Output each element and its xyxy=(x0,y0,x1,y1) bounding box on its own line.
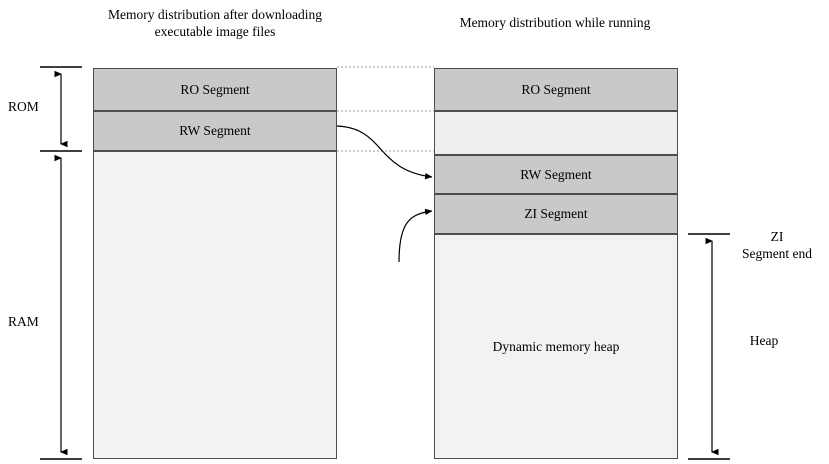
ram-range-label: RAM xyxy=(8,314,39,329)
right-block-zi-segment-label: ZI Segment xyxy=(524,206,588,221)
heap-range-label: Heap xyxy=(749,333,779,348)
left-block-ro-segment-label: RO Segment xyxy=(180,81,250,97)
right-column-title: Memory distribution while running xyxy=(459,15,651,30)
right-block-ro-segment-label: RO Segment xyxy=(521,81,591,97)
right-block-rw-segment-label: RW Segment xyxy=(520,166,592,182)
left-block-rw-segment xyxy=(93,111,337,151)
right-block-dynamic-memory-heap xyxy=(434,234,678,459)
heap-measure-axis xyxy=(688,234,730,459)
right-block-zi-segment xyxy=(434,194,678,234)
rw-copy-arrow xyxy=(337,126,432,177)
alignment-guides xyxy=(337,67,434,151)
right-block-dynamic-memory-heap-label: Dynamic memory heap xyxy=(492,338,620,354)
zi-segment-end-label xyxy=(727,228,827,262)
zi-segment-end-label-line2: Segment end xyxy=(741,246,813,261)
left-block-rw-segment-label: RW Segment xyxy=(179,123,251,138)
zi-segment-end-label-line1: ZI xyxy=(770,229,784,244)
rom-ram-measure-axis xyxy=(40,67,82,459)
rom-range-label: ROM xyxy=(8,99,39,114)
zi-create-arrow xyxy=(399,211,432,262)
left-column-title: Memory distribution after downloading executable image files xyxy=(107,7,323,39)
right-block-gap xyxy=(434,111,678,155)
right-block-rw-segment xyxy=(434,155,678,194)
left-block-free-memory xyxy=(93,151,337,459)
right-block-ro-segment xyxy=(434,68,678,111)
left-block-ro-segment xyxy=(93,68,337,111)
